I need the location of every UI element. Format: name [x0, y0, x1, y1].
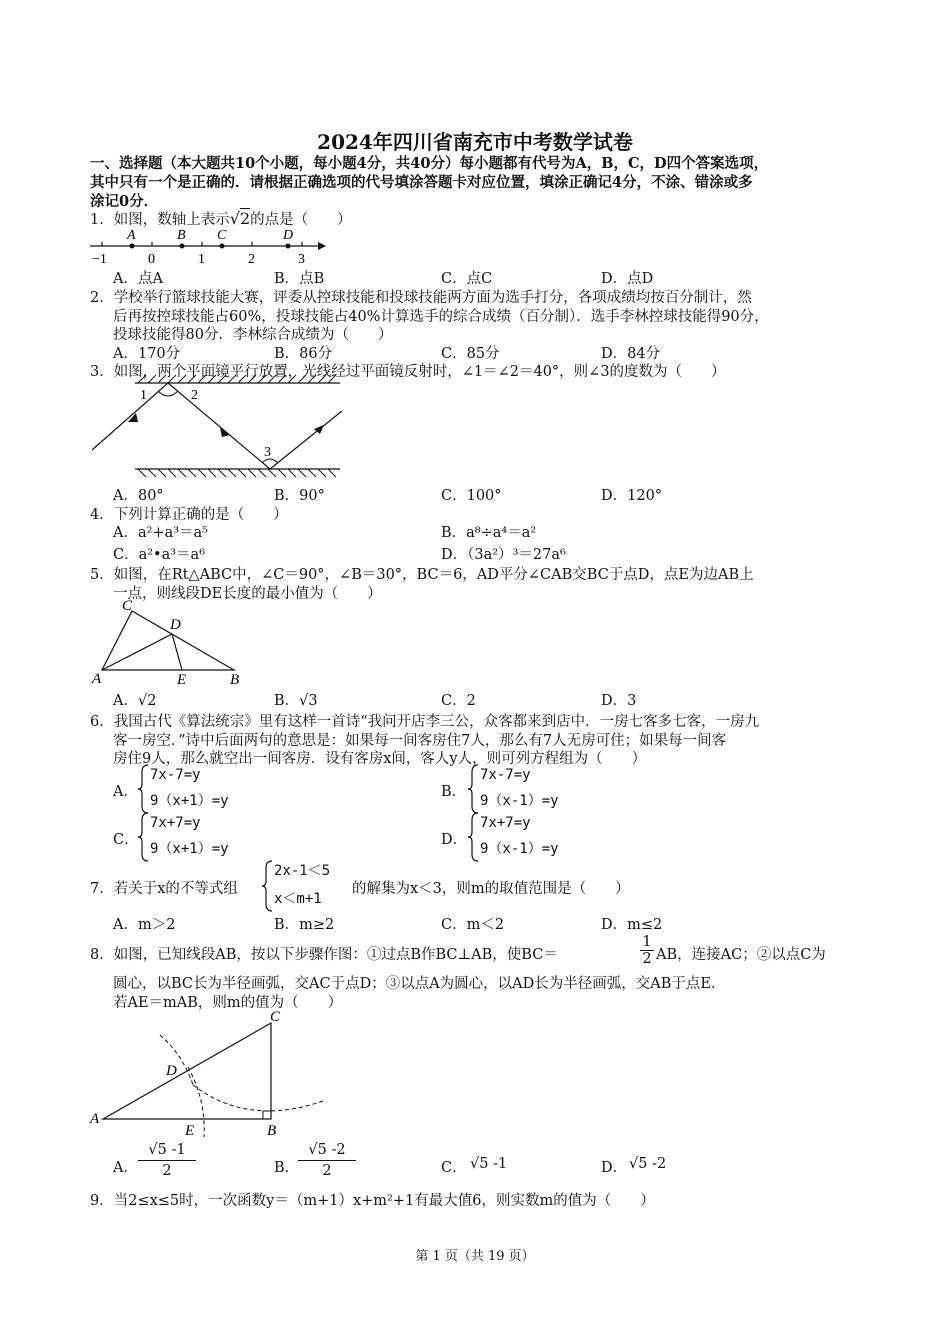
- q7-eq1: 2x-1＜5: [274, 863, 331, 879]
- q2-stem-line1: 2．学校举行篮球技能大赛，评委从控球技能和投球技能两方面为选手打分，各项成绩均按百分制计，然: [90, 290, 752, 306]
- q4-option-b[interactable]: B．a⁸÷a⁴＝a²: [441, 525, 537, 541]
- vertex-a: A: [92, 671, 102, 687]
- q5-stem-line1: 5．如图，在Rt△ABC中，∠C＝90°，∠B＝30°，BC＝6，AD平分∠CAB交BC于点D，点E为边AB上: [90, 567, 754, 583]
- section-heading: 一、选择题（本大题共10个小题，每小题4分，共40分）每小题都有代号为A，B，C，D四个答案选项，: [90, 155, 769, 172]
- q6-option-d-eq2: 9（x-1）=y: [480, 841, 559, 857]
- brace: [264, 860, 274, 912]
- q8-option-c-label[interactable]: C．: [441, 1160, 467, 1176]
- q7-eq2: x＜m+1: [274, 891, 322, 907]
- q8-option-c-value: √5 -1: [470, 1156, 508, 1172]
- page-title: 2024年四川省南充市中考数学试卷: [317, 130, 633, 154]
- q5-option-c[interactable]: C．2: [441, 693, 476, 709]
- q2-option-c[interactable]: C．85分: [441, 346, 500, 362]
- axis-tick-label: −1: [92, 252, 107, 267]
- angle-label-3: 3: [264, 445, 271, 460]
- q1-option-a[interactable]: A．点A: [113, 271, 163, 287]
- q2-option-d[interactable]: D．84分: [601, 346, 661, 362]
- q8-option-b-fraction: [298, 1140, 356, 1181]
- q6-option-a-eq1: 7x-7=y: [150, 767, 201, 783]
- angle-label-2: 2: [191, 388, 198, 403]
- axis-point-c: C: [217, 228, 227, 243]
- q8-option-a-den: 2: [162, 1163, 172, 1179]
- q5-option-a[interactable]: A．√2: [113, 693, 157, 709]
- q3-option-d[interactable]: D．120°: [601, 488, 663, 504]
- q6-option-a-eq2: 9（x+1）=y: [150, 793, 229, 809]
- q8-option-b-label[interactable]: B．: [274, 1160, 300, 1176]
- section-heading-line2: 其中只有一个是正确的．请根据正确选项的代号填涂答题卡对应位置，填涂正确记4分，不涂、错涂或多: [90, 174, 753, 191]
- q3-option-b[interactable]: B．90°: [274, 488, 325, 504]
- q5-triangle-diagram: [90, 598, 250, 688]
- q8-option-d-value: √5 -2: [629, 1156, 667, 1172]
- q4-stem: 4．下列计算正确的是（ ）: [90, 507, 288, 523]
- q8-option-a-fraction: [138, 1140, 196, 1181]
- q7-option-b[interactable]: B．m≥2: [274, 917, 335, 933]
- q3-option-c[interactable]: C．100°: [441, 488, 502, 504]
- q6-option-b-eq2: 9（x-1）=y: [480, 793, 559, 809]
- q8-fraction-den: 2: [642, 951, 652, 967]
- vertex-e: E: [177, 672, 187, 688]
- q8-option-b-num: √5 -2: [298, 1140, 356, 1161]
- axis-tick-label: 2: [248, 252, 255, 267]
- q4-option-d[interactable]: D．（3a²）³＝27a⁶: [441, 547, 566, 563]
- brace: [140, 812, 150, 862]
- angle-label-1: 1: [140, 388, 147, 403]
- q6-stem-line3: 房住9人，那么就空出一间客房．设有客房x间，客人y人，则可列方程组为（ ）: [113, 751, 647, 767]
- vertex-b: B: [230, 672, 240, 688]
- q9-stem: 9．当2≤x≤5时，一次函数y＝（m+1）x+m²+1有最大值6，则实数m的值为（ ）: [90, 1193, 655, 1209]
- q6-option-a-label[interactable]: A．: [113, 784, 138, 800]
- q3-option-a[interactable]: A．80°: [113, 488, 164, 504]
- q1-option-d[interactable]: D．点D: [601, 271, 654, 287]
- page-footer: 第 1 页（共 19 页）: [415, 1249, 535, 1264]
- q8-option-b-den: 2: [322, 1163, 332, 1179]
- q7-option-a[interactable]: A．m＞2: [113, 917, 176, 933]
- q6-option-c-eq2: 9（x+1）=y: [150, 841, 229, 857]
- q6-option-d-label[interactable]: D．: [441, 832, 468, 848]
- q1-number-line: [90, 226, 330, 266]
- q3-stem: 3．如图，两个平面镜平行放置，光线经过平面镜反射时，∠1＝∠2＝40°，则∠3的度数为（ ）: [90, 364, 726, 380]
- axis-tick-label: 1: [198, 252, 205, 267]
- q8-option-a-num: √5 -1: [138, 1140, 196, 1161]
- q1-stem-b: 的点是（ ）: [250, 212, 352, 228]
- q5-option-d[interactable]: D．3: [601, 693, 637, 709]
- q5-stem-line2: 一点，则线段DE长度的最小值为（ ）: [113, 586, 382, 602]
- q4-option-a[interactable]: A．a²+a³＝a⁵: [113, 525, 208, 541]
- q8-stem-line3: 若AE＝mAB，则m的值为（ ）: [113, 995, 343, 1011]
- q6-option-c-eq1: 7x+7=y: [150, 815, 201, 831]
- brace: [470, 764, 480, 814]
- q1-stem-a: 1．如图，数轴上表示: [90, 212, 230, 228]
- q6-option-b-label[interactable]: B．: [441, 784, 467, 800]
- axis-point-a: A: [127, 228, 136, 243]
- q8-stem-line1a: 8．如图，已知线段AB，按以下步骤作图：①过点B作BC⊥AB，使BC＝: [90, 947, 558, 963]
- q6-option-b-eq1: 7x-7=y: [480, 767, 531, 783]
- q8-fraction-num: 1: [640, 934, 654, 951]
- q8-option-a-label[interactable]: A．: [113, 1160, 138, 1176]
- q7-stem-a: 7．若关于x的不等式组: [90, 881, 238, 897]
- q1-option-c[interactable]: C．点C: [441, 271, 493, 287]
- brace: [470, 812, 480, 862]
- q1-sqrt-value: 2: [239, 209, 251, 228]
- q2-stem-line2: 后再按控球技能占60%，投球技能占40%计算选手的综合成绩（百分制）．选手李林控球技能得90分，: [113, 309, 769, 325]
- q6-option-c-label[interactable]: C．: [113, 832, 139, 848]
- q6-stem-line2: 客一房空．”诗中后面两句的意思是：如果每一间客房住7人，那么有7人无房可住；如果每一间客: [113, 733, 727, 749]
- section-heading-line3: 涂记0分．: [90, 193, 159, 210]
- q2-stem-line3: 投球技能得80分．李林综合成绩为（ ）: [113, 327, 393, 343]
- q2-option-a[interactable]: A．170分: [113, 346, 181, 362]
- q7-option-d[interactable]: D．m≤2: [601, 917, 663, 933]
- vertex-c: C: [122, 598, 133, 614]
- q4-option-c[interactable]: C．a²•a³＝a⁶: [113, 547, 206, 563]
- axis-tick-label: 3: [298, 252, 305, 267]
- vertex-a: A: [90, 1111, 100, 1127]
- brace: [140, 764, 150, 814]
- vertex-c: C: [270, 1009, 281, 1025]
- vertex-e: E: [185, 1123, 195, 1139]
- q8-construction-diagram: [88, 1005, 348, 1140]
- q7-stem-b: 的解集为x＜3，则m的取值范围是（ ）: [352, 881, 630, 897]
- q6-stem-line1: 6．我国古代《算法统宗》里有这样一首诗“我问开店李三公，众客都来到店中．一房七客多七客，一房九: [90, 714, 760, 730]
- q7-option-c[interactable]: C．m＜2: [441, 917, 505, 933]
- q8-stem-line1b: AB，连接AC；②以点C为: [656, 947, 826, 963]
- axis-tick-label: 0: [148, 252, 155, 267]
- q8-fraction: [640, 934, 654, 967]
- q2-option-b[interactable]: B．86分: [274, 346, 333, 362]
- q1-option-b[interactable]: B．点B: [274, 271, 325, 287]
- axis-point-d: D: [283, 228, 294, 243]
- q5-option-b[interactable]: B．√3: [274, 693, 318, 709]
- axis-point-b: B: [177, 228, 186, 243]
- q3-mirror-diagram: [90, 375, 350, 485]
- vertex-b: B: [267, 1123, 277, 1139]
- sqrt-symbol: √2: [229, 209, 251, 228]
- q6-option-d-eq1: 7x+7=y: [480, 815, 531, 831]
- q8-option-d-label[interactable]: D．: [601, 1160, 628, 1176]
- q8-stem-line2: 圆心，以BC长为半径画弧，交AC于点D；③以点A为圆心，以AD长为半径画弧，交AB于点E．: [113, 976, 726, 992]
- vertex-d: D: [166, 1063, 177, 1079]
- vertex-d: D: [170, 617, 181, 633]
